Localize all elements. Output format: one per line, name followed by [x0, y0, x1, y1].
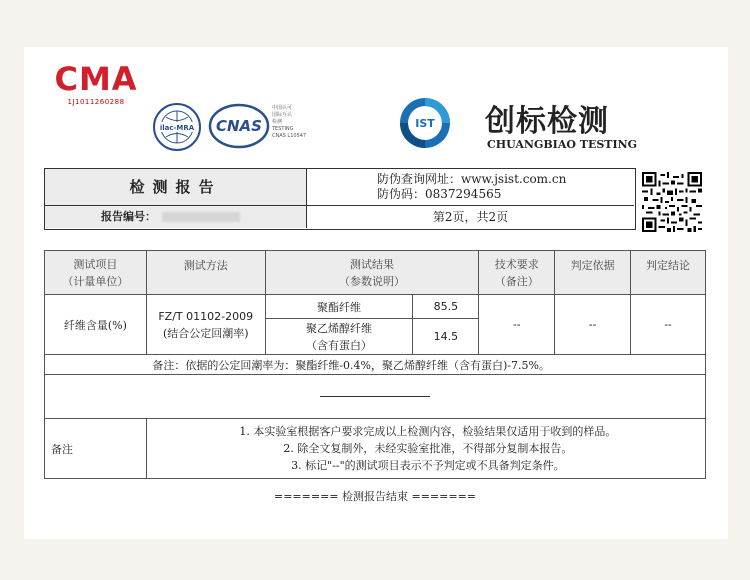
- blank-row: [45, 375, 706, 419]
- cell-basis: --: [555, 295, 631, 355]
- note-item: 1. 本实验室根据客户要求完成以上检测内容，检验结果仅适用于收到的样品。: [239, 425, 617, 438]
- cma-number: 1J1011260288: [67, 98, 125, 106]
- cnas-logo: [208, 103, 270, 149]
- ilac-logo-text: ilac-MRA: [159, 124, 195, 132]
- remark-row: [45, 355, 706, 375]
- remark-line: 备注：依据的公定回潮率为：聚酯纤维-0.4%，聚乙烯醇纤维（含有蛋白)-7.5%。: [146, 355, 705, 375]
- page-info: 第2页，共2页: [432, 210, 509, 224]
- cell-tech: --: [479, 295, 555, 355]
- report-header: [44, 168, 636, 230]
- note-item: 3. 标记"--"的测试项目表示不予判定或不具备判定条件。: [291, 459, 565, 472]
- cell-method: [146, 295, 265, 355]
- report-end-marker: ======= 检测报告结束 =======: [273, 490, 477, 503]
- cma-logo-text: CMA: [54, 60, 138, 98]
- method-standard: FZ/T 01102-2009: [158, 309, 254, 323]
- report-title: 检测报告: [45, 169, 307, 206]
- qr-code[interactable]: [642, 172, 702, 232]
- cell-item: 纤维含量(%): [45, 295, 147, 355]
- ilac-mra-logo: [152, 102, 202, 152]
- cell-fiber1-name: 聚酯纤维: [265, 295, 413, 319]
- ist-logo: [398, 96, 452, 150]
- cell-fiber1-value: 85.5: [413, 295, 479, 319]
- col-header-conclusion: 判定结论: [631, 251, 706, 295]
- table-row: [45, 295, 706, 319]
- report-number: [45, 206, 307, 228]
- report-number-label: 报告编号：: [101, 210, 156, 223]
- cell-fiber2-name: 聚乙烯醇纤维 （含有蛋白）: [265, 319, 413, 355]
- col-header-item: 测试项目 （计量单位）: [45, 251, 147, 295]
- ist-logo-text: IST: [415, 117, 435, 130]
- notes-row: [45, 419, 706, 479]
- notes-label: 备注: [45, 419, 147, 479]
- blank-cell: [45, 375, 706, 419]
- cell-conclusion: --: [631, 295, 706, 355]
- verify-code: 防伪码：0837294565: [377, 187, 502, 201]
- cma-logo: [48, 60, 144, 110]
- cell-fiber2-value: 14.5: [413, 319, 479, 355]
- notes-list: [146, 419, 705, 479]
- cnas-note: 中国认可 国际互认 检测 TESTING CNAS L10547: [272, 105, 307, 139]
- anti-fake-info: [307, 169, 634, 206]
- report-number-redacted: [162, 212, 240, 222]
- method-desc: (结合公定回潮率): [162, 326, 249, 340]
- cnas-logo-text: CNAS: [216, 117, 262, 135]
- blank-divider: [320, 396, 430, 397]
- note-item: 2. 除全文复制外，未经实验室批准，不得部分复制本报告。: [283, 442, 573, 455]
- table-header-row: [45, 251, 706, 295]
- col-header-result: 测试结果 （参数说明）: [265, 251, 479, 295]
- col-header-method: 测试方法: [146, 251, 265, 295]
- col-header-tech: 技术要求 （备注）: [479, 251, 555, 295]
- col-header-basis: 判定依据: [555, 251, 631, 295]
- verify-url[interactable]: 防伪查询网址：www.jsist.com.cn: [377, 172, 567, 186]
- results-table: [44, 250, 706, 479]
- brand-name-en: CHUANGBIAO TESTING: [487, 138, 638, 151]
- brand-name-cn: 创标检测: [485, 104, 609, 139]
